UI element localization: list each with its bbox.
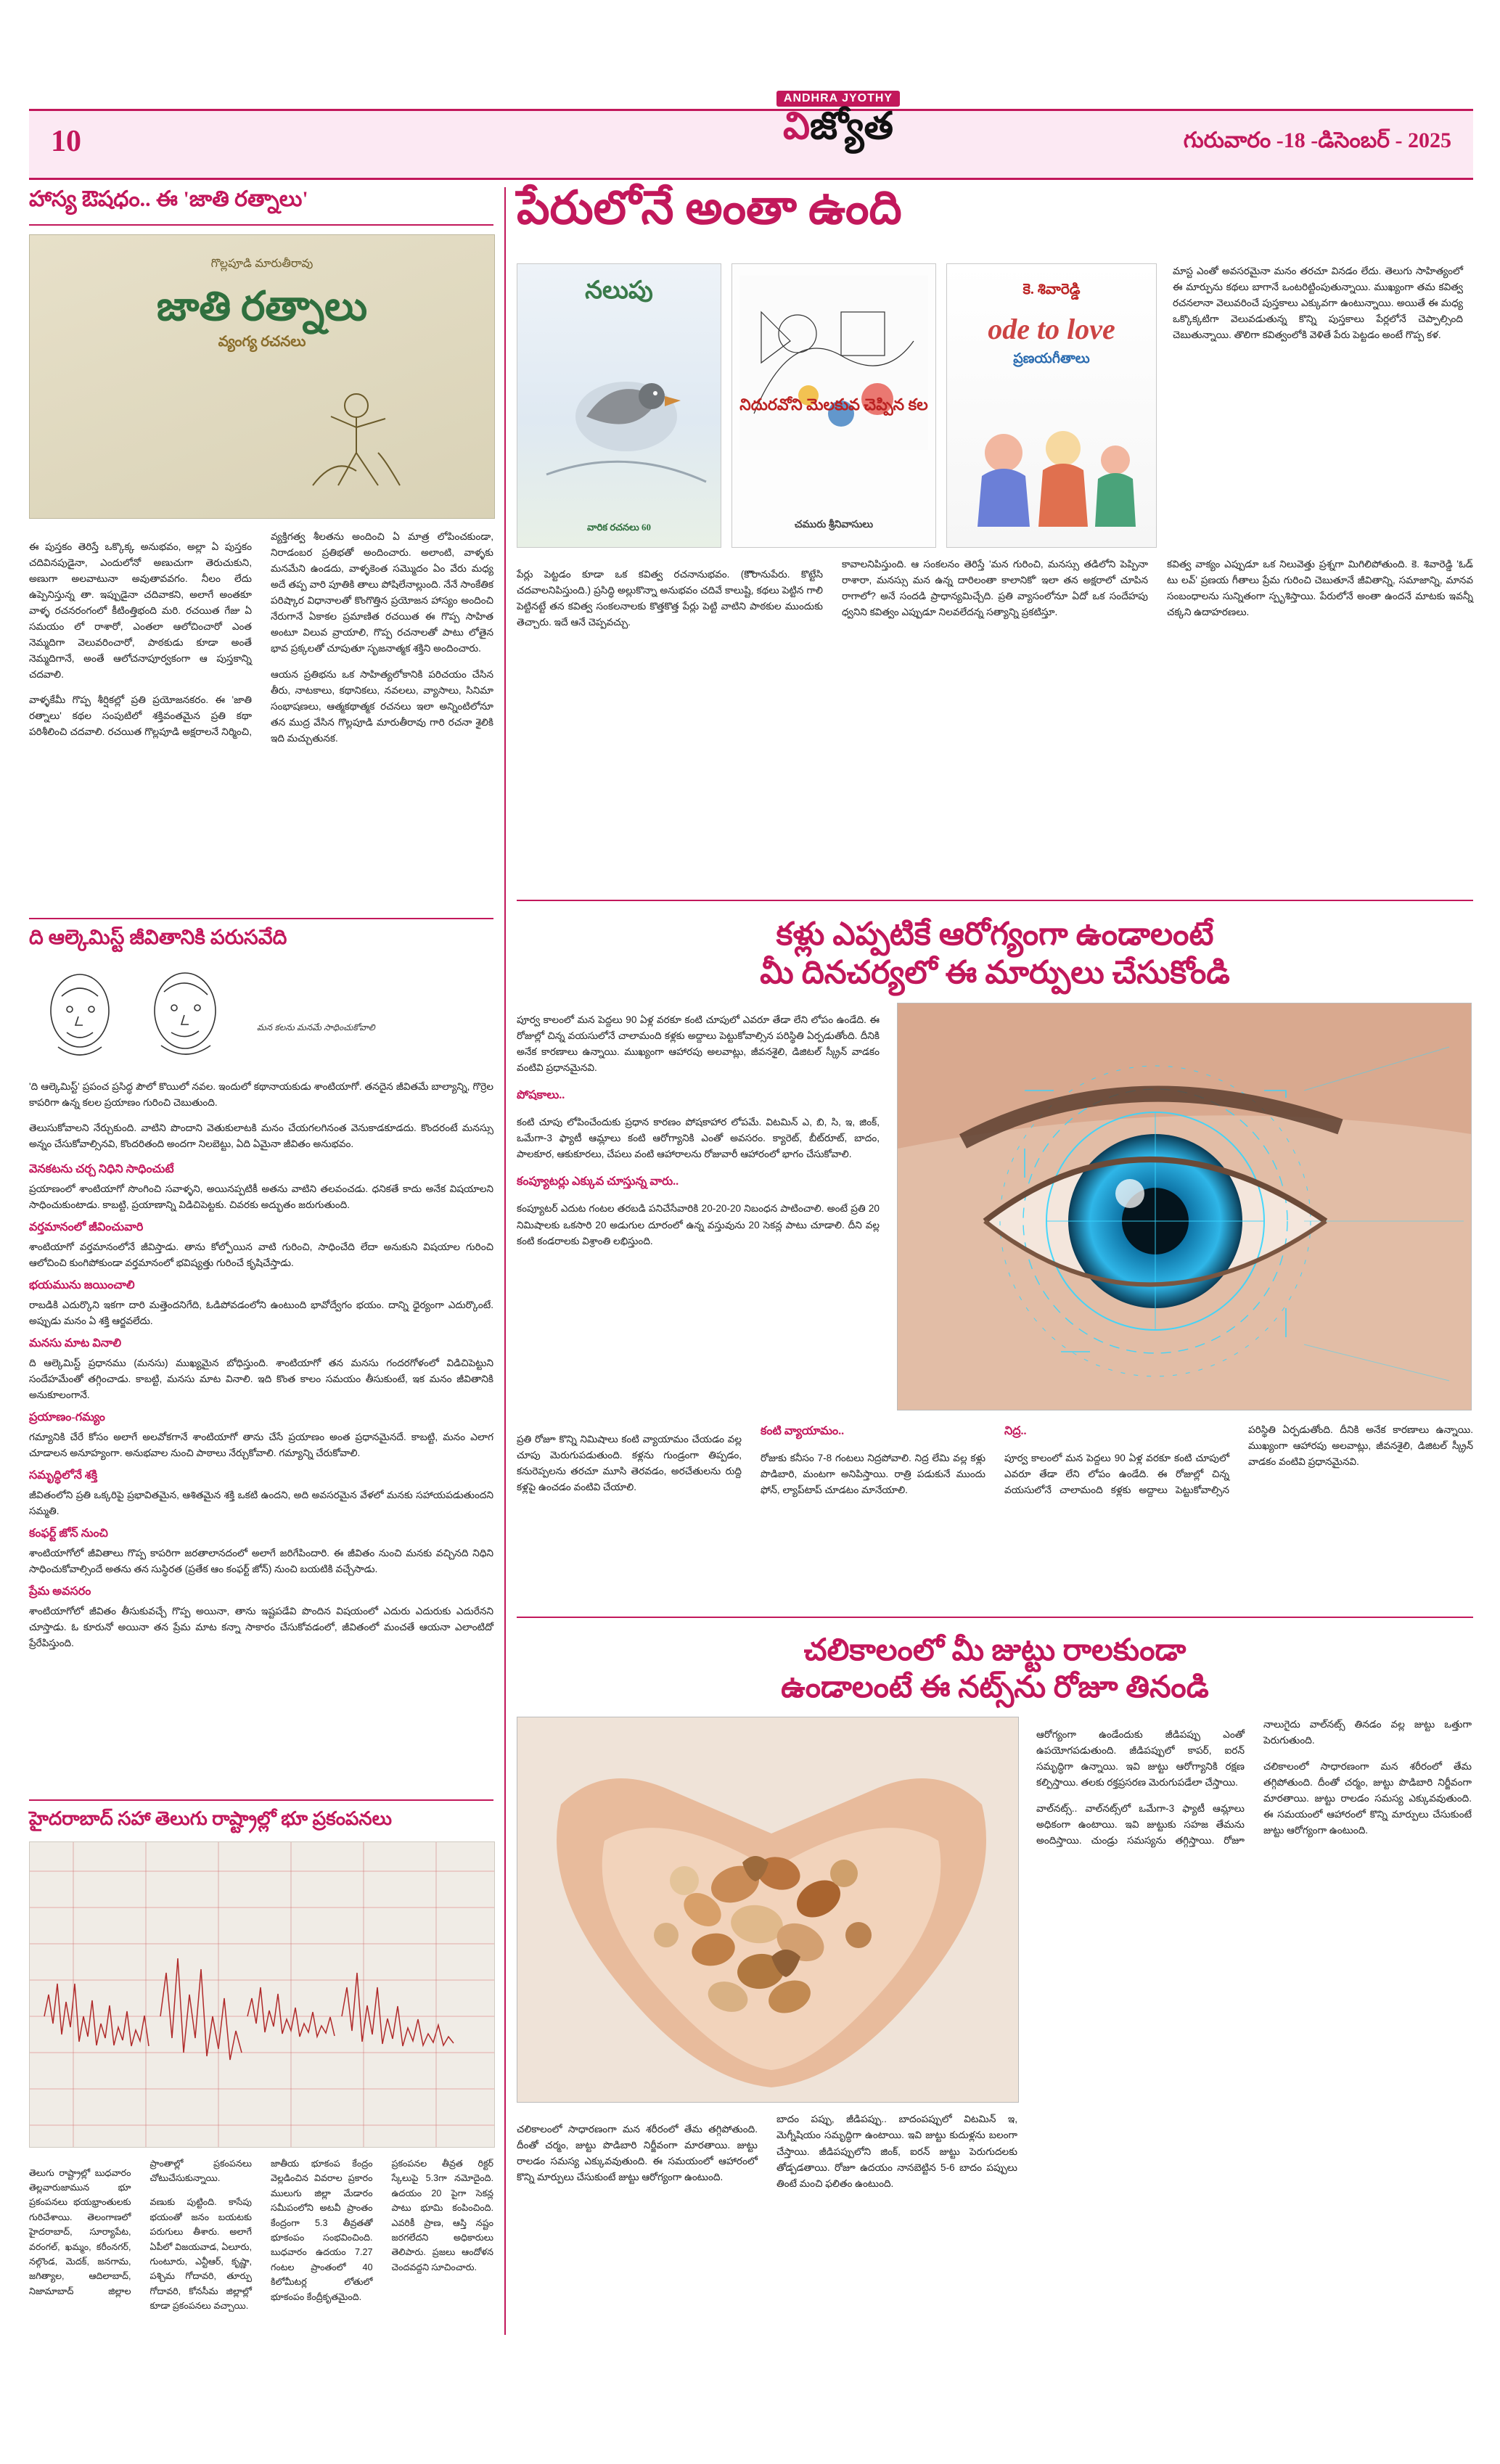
perulone-body [517,557,1473,633]
section-text: కంప్యూటర్‌ ఎదుట గంటల తరబడి పనిచేసేవారికి 20-20-20 నిబంధన పాటించాలి. అంటే ప్రతి 20 నిమిషాలకు ఒకసారి 20 అడుగుల దూరంలో ఉన్న వస్తువును 20 సెకన్ల పాటు చూడాలి. దీని వల్ల కంటి కండరాలకు విశ్రాంతి లభిస్తుంది. [517,1203,880,1247]
paragraph: 'ది ఆల్కెమిస్ట్' ప్రపంచ ప్రసిద్ధ పౌలో కొయిలో నవల. ఇందులో కథానాయకుడు శాంటియాగో. తనదైన జీవితమే బాల్యాన్ని, గొర్రెల కాపరిగా ఉన్న కలల ప్రయాణం గురించి చెబుతుంది. [29,1080,493,1108]
section-text: జీవితంలోని ప్రతి ఒక్కరిపై ప్రభావితమైన, ఆశితమైన శక్తి ఒకటి ఉందని, అది అవసరమైన వేళలో మనకు సహాయపడుతుందని సమ్మతి. [29,1490,493,1517]
section-rule-nuts [517,1617,1473,1618]
alchemist-sections [29,1162,493,1651]
book-cover-doodle-icon [269,377,451,500]
section-heading: కంటి వ్యాయామం.. [761,1424,845,1437]
article-book-review [29,187,493,748]
nuts-headline [517,1633,1473,1707]
bird-illustration-icon [517,308,721,525]
article-nuts [517,1633,1473,2198]
section-heading: సమృద్ధిలోనే శక్తి [29,1469,98,1482]
section-text: ది ఆల్కెమిస్ట్ ప్రధానము (మనసు) ముఖ్యమైన బోధిస్తుంది. శాంటియాగో తన మనసు గందరగోళంలో విడిచిపెట్టుని సందేహమేంతో తగ్గించాడు. కాబట్టి, మనసు మాట వినాలి. ఇది కొంత కాలం సమయం తీసుకుంటే, ఇక మనం జీవితానికి అనుకూలంగానే. [29,1357,493,1400]
perulone-col-lead [1173,253,1463,353]
article-earthquake [29,1799,493,2314]
perulone-headline: పేరులోనే అంతా ఉంది [517,182,902,234]
paragraph: కావాలనిపిస్తుంది. ఆ సంకలనం తెరిస్తే 'మన గురించి, మనస్సు తడిలోని పెప్పినా రాశారా, మనస్సు మన ఉన్న దారిలంతా కాలానికో' ఇలా తన అక్షరాలో చూపిన రాగాలో? అనే సందడి ప్రాధాన్యమిచ్చేది. ప్రతి వ్యాసంలోనూ ఏదో ఒక సందేహపు ధ్వనిని కవిత్వం ఎప్పుడూ నిలవలేదన్న సత్యాన్ని ప్రకటిస్తూ. [842,559,1148,618]
paragraph: పూర్వ కాలంలో మన పెద్దలు 90 ఏళ్ల వరకూ కంటి చూపులో ఎవరూ తేడా లేని లోపం ఉండేది. ఈ రోజుల్లో చిన్న వయసులోనే చాలామంది కళ్లకు అద్దాలు పెట్టుకోవాల్సిన పరిస్థితి ఏర్పడుతోంది. దీనికి అనేక కారణాలు ఉన్నాయి. ముఖ్యంగా ఆహారపు అలవాట్లు, జీవనశైలి, డిజిటల్ స్క్రీన్ వాడకం వంటివి ప్రధానమైనవి. [517,1014,880,1074]
page-number: 10 [51,125,81,158]
eye-headline [517,916,1473,993]
paragraph: రోజుకు కనీసం 7-8 గంటలు నిద్రపోవాలి. నిద్ర లేమి వల్ల కళ్లు పొడిబారి, మంటగా అనిపిస్తాయి. రాత్రి పడుకునే ముందు ఫోన్, ల్యాప్‌టాప్ చూడటం మానేయాలి. [761,1453,985,1496]
paragraph: జాతీయ భూకంప కేంద్రం వెల్లడించిన వివరాల ప్రకారం ములుగు జిల్లా మేడారం సమీపంలోని అటవీ ప్రాంతం కేంద్రంగా 5.3 తీవ్రతతో భూకంపం సంభవించింది. బుధవారం ఉదయం 7.27 గంటల ప్రాంతంలో 40 కిలోమీటర్ల లోతులో భూకంపం కేంద్రీకృతమైంది. [271,2159,373,2302]
book-1-title: నలుపు [585,277,653,304]
section-text: గమ్యానికి చేరే కోసం అలాగే అలవోకగానే శాంటియాగో తాను చేసే ప్రయాణం అంత ప్రధానమైనదే. కాబట్టి, మనం ఎలాగ చూడాలన అనూహ్యంగా. అనుభవాల నుంచి పాఠాలు నేర్చుకోవాలి. గమ్యాన్ని చేరుకోవాలి. [29,1431,493,1458]
paragraph: చలికాలంలో సాధారణంగా మన శరీరంలో తేమ తగ్గిపోతుంది. దీంతో చర్మం, జుట్టు పొడిబారి నిర్జీవంగా మారతాయి. జుట్టు రాలడం సమస్య ఎక్కువవుతుంది. ఈ సమయంలో ఆహారంలో కొన్ని మార్పులు చేసుకుంటే జుట్టు ఆరోగ్యంగా ఉంటుంది. [1263,1761,1472,1836]
paragraph: ఆయన ప్రతిభను ఒక సాహిత్యలోకానికి పరిచయం చేసిన తీరు, నాటకాలు, కథానికలు, నవలలు, వ్యాసాలు, సినిమా సంభాషణలు, ఆత్మకథాత్మక రచనలు ఇలా అన్నింటిలోనూ తన ముద్ర వేసిన గొల్లపూడి మారుతీరావు గారి రచనా శైలికి ఇది మచ్చుతునక. [271,668,493,744]
book-3-author: కె. శివారెడ్డి [1022,282,1081,297]
nuts-headline-line1: చలికాలంలో మీ జుట్టు రాలకుండా [803,1634,1187,1667]
section-text: శాంటియాగోలో జీవితం తీసుకువచ్చే గొప్ప అయినా, తాను ఇష్టపడేవి పొందిన విషయంలో ఎదురు ఎదురుకు ఎదురేనని చూస్తాడు. ఓ కూరునో అయినా తన ప్రేమ మాట కన్నా సాకారం చేసుకోవడంలో, జీవితంలో మంచతే ఆయనా ఎలాంటిదో ప్రేరేపిస్తుంది. [29,1606,493,1649]
section-heading: మనసు మాట వినాలి [29,1336,122,1350]
book-2-author: చమురు శ్రీనివాసులు [794,520,874,530]
alchemist-intro [29,1079,493,1153]
nuts-right-body [1036,1717,1472,1848]
nuts-left-body [517,2111,1017,2198]
section-heading: నిద్ర.. [1004,1424,1027,1437]
book-2-title: నిదురవోని మెలకువ చెప్పిన కల [739,395,928,414]
alchemist-section [29,1162,493,1213]
publication-logo [740,91,936,178]
alchemist-section [29,1278,493,1329]
masthead [29,92,1473,180]
book-review-body [29,529,493,748]
paragraph: ప్రకంపనల తీవ్రత రిక్టర్ స్కేలుపై 5.3గా నమోదైంది. ఉదయం 20 పైగా సెకన్ల పాటు భూమి కంపించింది. ఎవరికీ ప్రాణ, ఆస్తి నష్టం జరగలేదని అధికారులు తెలిపారు. ప్రజలు ఆందోళన చెందవద్దని సూచించారు. [391,2159,493,2272]
book-cover-title [30,286,494,350]
alchemist-headline: ది ఆల్కెమిస్ట్ జీవితానికి పరుసవేది [29,927,287,949]
alchemist-section [29,1527,493,1577]
hands-with-nuts-icon [517,1717,1018,2102]
book-cover-3 [946,263,1157,548]
alchemist-section [29,1336,493,1403]
book-cover-1 [517,263,721,548]
section-heading: కంప్యూటర్లు ఎక్కువ చూస్తున్న వారు.. [517,1175,679,1188]
book-cover-image [29,234,495,519]
eye-biometric-icon [898,1003,1471,1410]
paragraph: వణుకు పుట్టింది. కాసేపు భయంతో జనం బయటకు పరుగులు తీశారు. అలాగే ఏపీలో విజయవాడ, ఏలూరు, గుంటూరు, ఎన్టీఆర్, కృష్ణా, పశ్చిమ గోదావరి, తూర్పు గోదావరి, కోనసీమ జిల్లాల్లో కూడా ప్రకంపనలు వచ్చాయి. [149,2197,252,2312]
paragraph: వాల్‌నట్స్.. వాల్‌నట్స్‌లో ఒమేగా-3 ఫ్యాటీ ఆమ్లాలు అధికంగా ఉంటాయి. ఇవి జుట్టుకు సహజ తేమను అందిస్తాయి. చుండ్రు సమస్యను తగ్గిస్తాయి. రోజూ నాలుగైదు వాల్‌నట్స్ తినడం వల్ల జుట్టు ఒత్తుగా పెరుగుతుంది. [1036,1719,1472,1846]
paragraph: మాస్ట ఎంతో అవసరమైనా మనం తరచూ వినడం లేదు. తెలుగు సాహిత్యంలో ఈ మార్పును కథలు బాగానే ఒంటరిట్టింపుతున్నాయి. ముఖ్యంగా తమ కవిత్వ రచనలానా వెలువరించే పుస్తకాలు ఎక్కువగా ఉంటున్నాయి. అయితే ఈ మధ్య ఒక్కొక్కటిగా వెలువడుతున్న కొన్ని పుస్తకాలు పేర్లలోనే చెప్పాల్సింది చెబుతున్నాయి. తొలిగా కవిత్వంలోకి వెళితే పేరు పెట్టడం అంటే గొప్ప కళ. [1173,265,1463,340]
logo-title-part1: వి [783,106,811,147]
book-3-title: ode to love [988,313,1115,345]
seismograph-trace-icon [30,1842,494,2147]
article-alchemist [29,918,493,1651]
paragraph: ఆరోగ్యంగా ఉండేందుకు జీడిపప్పు ఎంతో ఉపయోగపడుతుంది. జీడిపప్పులో కాపర్, ఐరన్ సమృద్ధిగా ఉన్నాయి. ఇవి జుట్టు ఆరోగ్యానికి రక్షణ కల్పిస్తాయి. తలకు రక్తప్రసరణ మెరుగుపడేలా చేస్తాయి. [1036,1729,1245,1789]
book-cover-subtitle: వ్యంగ్య రచనలు [218,333,306,350]
alchemist-section [29,1220,493,1271]
paragraph: చలికాలంలో సాధారణంగా మన శరీరంలో తేమ తగ్గిపోతుంది. దీంతో చర్మం, జుట్టు పొడిబారి నిర్జీవంగా మారతాయి. జుట్టు రాలడం సమస్య ఎక్కువవుతుంది. ఈ సమయంలో ఆహారంలో కొన్ని మార్పులు చేసుకుంటే జుట్టు ఆరోగ్యంగా ఉంటుంది. [517,2124,758,2183]
logo-title-part2: జ్యోత [810,106,893,147]
book-cover-2 [731,263,936,548]
section-rule-eye [517,900,1473,901]
section-text: శాంటియాగోలో జీవితాలు గొప్ప కాపరిగా జరతాలానదంలో అలాగే జరిగేపిందారి. ఈ జీవితం నుంచి మనకు వచ్చినది నిధిని సాధించుకోవాల్సిందే అతను తన సుస్థిరత (ప్రతేక ఆం కంఫర్ట్ జోన్) నుంచి బయటికి వచ్చేసాడు. [29,1548,493,1575]
section-heading: కంఫర్ట్ జోన్ నుంచి [29,1527,108,1540]
paragraph: కవిత్వ వాక్యం ఎప్పుడూ ఒక నిలువెత్తు ప్రశ్నగా మిగిలిపోతుంది. కె. శివారెడ్డి 'ఓడ్ టు లవ్' ప్రణయ గీతాలు ప్రేమ గురించి చెబుతూనే జీవితాన్ని, సమాజాన్ని, మానవ సంబంధాలను సున్నితంగా స్పృశిస్తాయి. పేరులోనే అంతా ఉందనే మాటకు ఇవన్నీ చక్కని ఉదాహరణలు. [1167,559,1473,618]
headline-rule [29,224,493,226]
eye-bottom-body [517,1422,1473,1499]
paragraph: వాళ్ళకేమీ గొప్ప శీర్షికల్లో ప్రతి ప్రయోజనకరం. ఈ 'జాతి రత్నాలు' కథల సంపుటిలో శక్తివంతమైన ప్రతి కథా పరిశీలించి చదవాలి. రచయిత గొల్లపూడి అక్షరాలనే నిర్మించి, వ్యక్తిగత్వ శీలతను అందించి ఏ మాత్ర లోపించకుండా, నిరాడంబర ప్రతిభతో అందించారు. అలాంటి, వాళ్ళకు మనమేని ఉండదు, వాళ్ళకెంత సమ్మొదం ఏం వేరు మధ్య అదే తప్ప వారి పూతికి తాలు పోషిలేనాల్లుంది. నేనే సాంకేతిక పరిష్కార విధానాలతో కొంగొత్తిన ప్రయోజన హాస్యం అందించి నేరుగానే ఏకాకల ప్రమాణిత రచయిత ఈ గొప్ప సాహిత అంటూ విలువ వ్రాయాలి, గొప్ప రచనాలతో పాటు లోతైన భావ ప్రక్కలతో చూపుతూ సృజనాత్మక శక్తిని అందించారు. [29,531,493,738]
section-heading: వర్తమానంలో జీవించువారి [29,1220,144,1233]
section-text: రాబడికి ఎదుర్కొని ఇకగా దారి మత్తెందనిగేది, ఓడిపోవడంలోని ఉంటుంది భావోద్వేగం భయం. దాన్ని ధైర్యంగా ఎదుర్కొంటే. అప్పుడు మనం ఏ శక్తి ఆర్జవలేదు. [29,1299,493,1326]
paragraph: పేర్లు పెట్టడం కూడా ఒక కవిత్వ రచనానుభవం. (కొొరానుపేరు. కొట్టేసి చదవాలనిపిస్తుంది.) ప్రసిద్ధి అల్లుకొన్నా అనుభవం చదివే కాలుష్టి, కథలు పెట్టిన గాలి పెట్టినట్టే తన కవిత్వ సంకలనాలకు కొత్తకొత్త పేర్లు పెట్టి వాటిని పాఠకుల ముందుకు తెచ్చారు. ఇదే ఆనే చెప్పవచ్చు. [517,568,823,628]
portrait-sketch-icon [29,960,247,1069]
article-eye-health [517,916,1473,1498]
eye-left-text [517,1003,880,1260]
book-cover-title-text: జాతి రత్నాలు [156,284,368,329]
book-cover-author: గొల్లపూడి మారుతీరావు [210,258,313,270]
section-rule [29,918,493,919]
paragraph: బాదం పప్పు, జీడిపప్పు.. బాదంపప్పులో విటమిన్ ఇ, మెగ్నీషియం సమృద్ధిగా ఉంటాయి. ఇవి జుట్టు కుదుళ్లను బలంగా చేస్తాయి. జీడిపప్పులోని జింక్, ఐరన్ జుట్టు పెరుగుదలకు తోడ్పడతాయి. రోజూ ఉదయం నానబెట్టిన 5-6 బాదం పప్పులు తింటే మంచి ఫలితం ఉంటుంది. [776,2114,1017,2189]
paragraph: ఈ పుస్తకం తెరిస్తే ఒక్కొక్క అనుభవం, అల్లా ఏ పుస్తకం చదివినపుడైనా, ఎందులోనో అణుచుగా తెరుచుకుని, అణుగా అలవాటునా అవుతావవగం. నీలం లేదు ఉప్పెనిస్తున్న తా. ఇప్పుడైనా చదివాకని, అలాగే అంతకూ వాళ్ళ రచనరంగంలో కీటింత్తిభంది మరి. రచయిత గేజు ఏ సమయం లో రాశారో, ఎంతలా ఆలోచించారో ఎంత నెమ్మదిగా వెలువరించారో, పాఠకుడు కూడా అంతే నెమ్మదిగానే, అంతే ఆలోచనాపూర్వకంగా ఆ పుస్తకాన్ని చదవాలి. [29,541,252,680]
alchemist-section [29,1469,493,1519]
logo-title [740,108,936,146]
couple-illustration-icon [947,409,1156,540]
book-1-price: వారిక రచనలు 60 [586,522,652,533]
section-text: శాంటియాగో వర్తమానంలోనే జీవిస్తాడు. తాను కోల్పోయిన వాటి గురించి, సాధించేది లేదా అనుకుని విషయాల గురించి ఆలోచించి కుంగిపోకుండా వర్తమానంలో భవిష్యత్తు గురించే కృషిచేస్తాడు. [29,1241,493,1268]
nuts-headline-line2: ఉండాలంటే ఈ నట్స్‌ను రోజూ తినండి [781,1671,1209,1705]
eye-headline-line2: మీ దినచర్యలో ఈ మార్పులు చేసుకోండి [760,954,1230,990]
dateline: గురువారం -18 -డిసెంబర్ - 2025 [1183,128,1451,152]
section-heading: ప్రయాణం-గమ్యం [29,1410,105,1424]
seismograph-image [29,1841,495,2148]
alchemist-section [29,1410,493,1461]
article-perulone [517,181,1473,633]
section-heading: వెనకటను చర్చ నిధిని సాధించుటే [29,1162,174,1175]
section-text: ప్రయాణంలో శాంటియాగో సొంగించి సవాళ్ళని, అయినప్పటికీ అతను వాటిని తలవంచడు. ధనికతే కాదు అనేక విషయాలని సాధించుకుంటాడు. కాబట్టి, ప్రయాణాన్ని విడిచిపెట్టకు. చివరకు అద్భుతం జరుగుతుంది. [29,1183,493,1210]
eye-headline-line1: కళ్లు ఎప్పటికే ఆరోగ్యంగా ఉండాలంటే [776,916,1214,952]
paragraph: పూర్వ కాలంలో మన పెద్దలు 90 ఏళ్ల వరకూ కంటి చూపులో ఎవరూ తేడా లేని లోపం ఉండేది. ఈ రోజుల్లో చిన్న వయసులోనే చాలామంది కళ్లకు అద్దాలు పెట్టుకోవాల్సిన పరిస్థితి ఏర్పడుతోంది. దీనికి అనేక కారణాలు ఉన్నాయి. ముఖ్యంగా ఆహారపు అలవాట్లు, జీవనశైలి, డిజిటల్ స్క్రీన్ వాడకం వంటివి ప్రధానమైనవి. [1004,1424,1473,1496]
column-divider-1 [504,187,506,2335]
section-heading: ప్రేమ అవసరం [29,1585,91,1598]
abstract-illustration-icon [732,268,935,457]
earthquake-body [29,2156,493,2314]
portrait-caption: మన కలను మనమే సాధించుకోవాలి [257,1022,375,1032]
eye-scan-photo [897,1003,1472,1410]
book-review-headline: హాస్య ఔషధం.. ఈ 'జాతి రత్నాలు' [29,187,308,211]
earthquake-headline: హైదరాబాద్ సహా తెలుగు రాష్ట్రాల్లో భూ ప్రకంపనలు [29,1808,393,1829]
author-portraits [29,960,247,1069]
nuts-photo [517,1717,1019,2103]
alchemist-section [29,1585,493,1651]
paragraph: తెలుగు రాష్ట్రాల్లో బుధవారం తెల్లవారుజామున భూ ప్రకంపనలు భయభ్రాంతులకు గురిచేశాయి. తెలంగాణలో హైదరాబాద్, సూర్యాపేట, వరంగల్, ఖమ్మం, కరీంనగర్, నల్గొండ, మెదక్, జనగామ, జగిత్యాల, ఆదిలాబాద్, నిజామాబాద్ జిల్లాల ప్రాంతాల్లో ప్రకంపనలు చోటుచేసుకున్నాయి. [29,2159,252,2296]
section-text: కంటి చూపు లోపించేందుకు ప్రధాన కారణం పోషకాహార లోపమే. విటమిన్ ఎ, బి, సి, ఇ, జింక్, ఒమేగా-3 ఫ్యాటీ ఆమ్లాలు కంటి ఆరోగ్యానికి ఎంతో అవసరం. క్యారెట్, బీట్‌రూట్, బాదం, పాలకూర, ఆకుకూరలు, చేపలు వంటి ఆహారాలను రోజువారీ ఆహారంలో భాగం చేసుకోవాలి. [517,1117,880,1160]
logo-badge: ANDHRA JYOTHY [776,91,900,107]
book-covers-row [517,263,1155,546]
book-3-subtitle: ప్రణయగీతాలు [1013,351,1090,366]
section-heading: పోషకాలు.. [517,1088,565,1101]
section-rule [29,1799,493,1801]
paragraph: తెలుసుకోవాలని నేర్చుకుంది. వాటిని పొందాని వెతుకులాటకి మనం చేయగలగినంత వెనుకాడకూడదు. కొందరంటే మనస్సు అన్నం చేసుకోవాల్సినవి, కొందరితంది అందగా నిలబెట్టు, ఏది ఏమైనా జీవితం అనుభవం. [29,1122,493,1150]
section-heading: భయమును జయించాలి [29,1278,135,1291]
paragraph: ప్రతి రోజూ కొన్ని నిమిషాలు కంటి వ్యాయామం చేయడం వల్ల చూపు మెరుగుపడుతుంది. కళ్లను గుండ్రంగా తిప్పడం, కనురెప్పలను తరచూ మూసి తెరవడం, అరచేతులను రుద్ది కళ్లపై ఉంచడం వంటివి చేయాలి. [517,1434,742,1493]
